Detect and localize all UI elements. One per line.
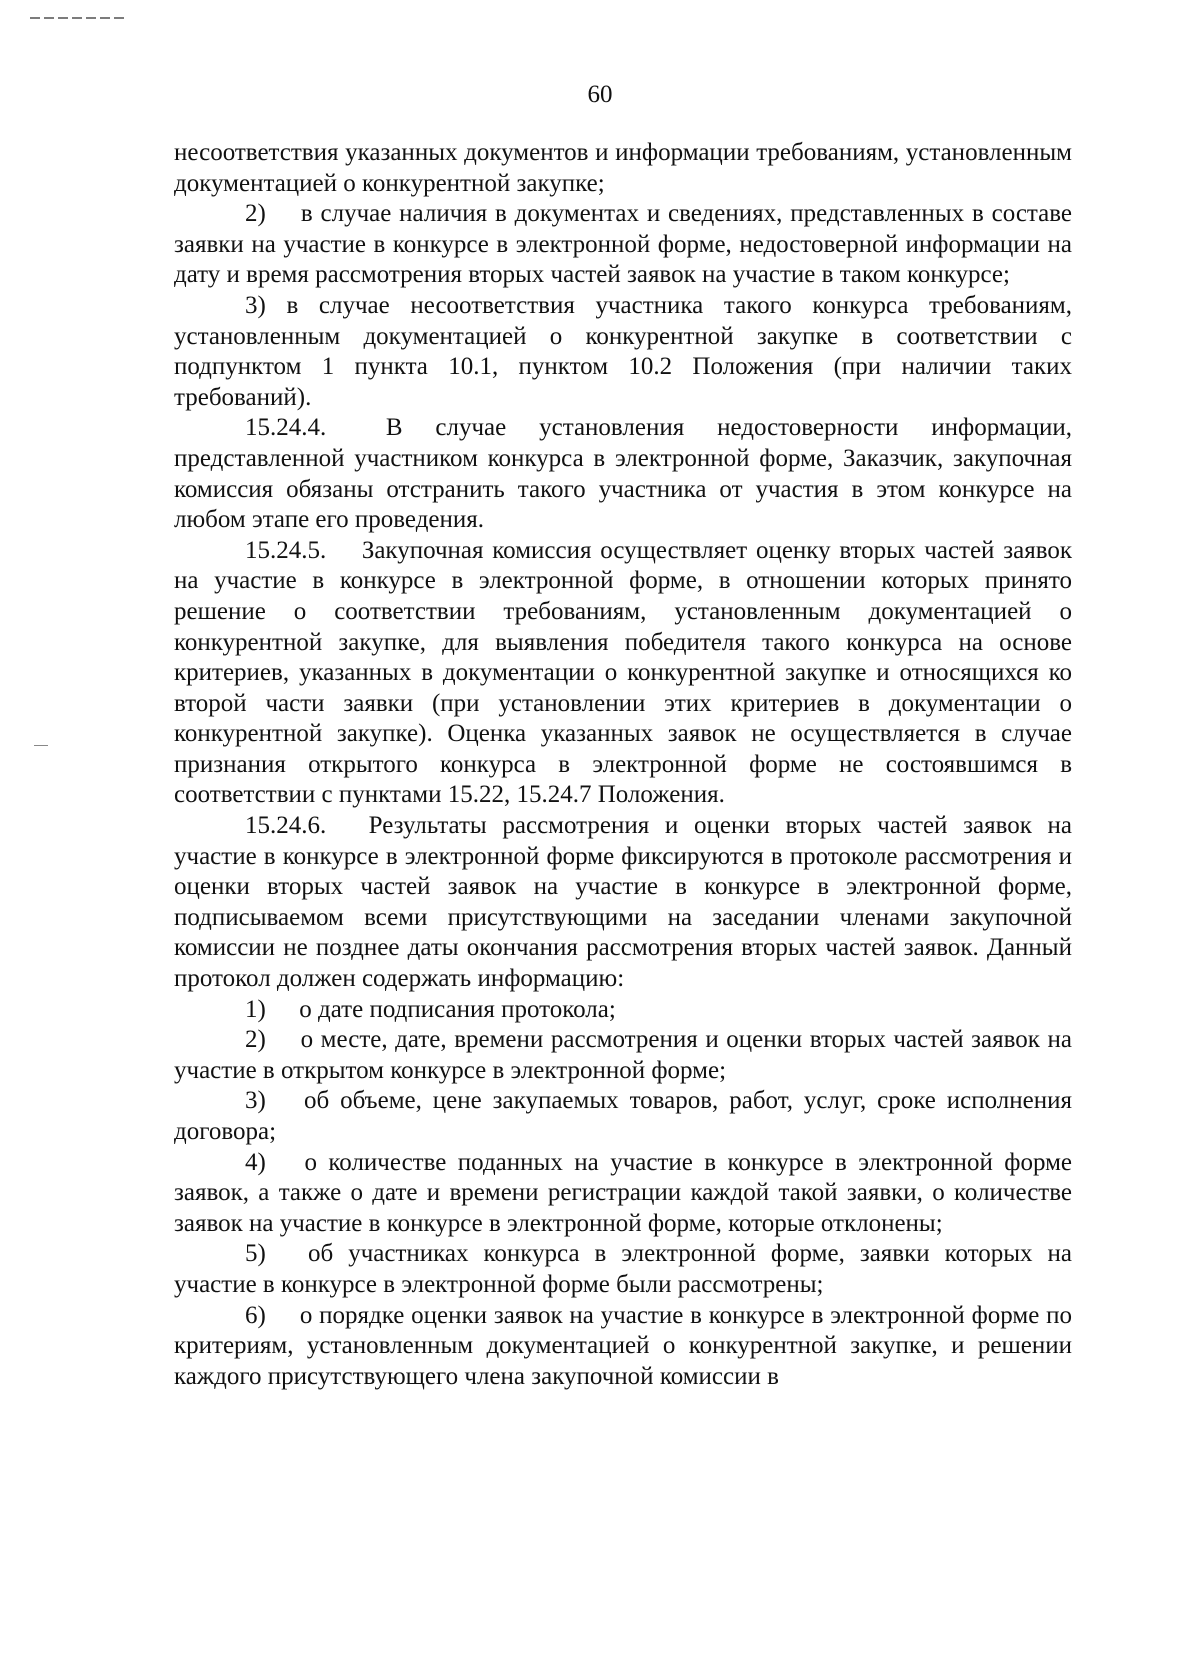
item-number: 6) [245,1301,266,1329]
scan-artifact [30,17,125,19]
paragraph-text: 3) в случае несоответствия участника такого конкурса требованиям, установленным документацией о конкурентной закупке в соответствии с подпунктом 1 пункта 10.1, пунктом 10.2 Положения (при наличии таких требований). [174,291,1072,411]
item-number: 5) [245,1240,266,1268]
clause-number: 15.24.6. [245,812,327,840]
item-number: 3) [245,1087,266,1115]
list-item [174,199,1072,291]
item-number: 4) [245,1148,266,1176]
paragraph-text: о порядке оценки заявок на участие в конкурсе в электронной форме по критериям, установленным документацией о конкурентной закупке, и решении каждого присутствующего члена закупочной комиссии в [174,1301,1072,1390]
list-item [174,1301,1072,1393]
list-item [174,995,1072,1026]
paragraph-text: о дате подписания протокола; [299,995,616,1023]
paragraph [174,138,1072,199]
clause-paragraph [174,811,1072,995]
paragraph-text: несоответствия указанных документов и информации требованиям, установленным документацией о конкурентной закупке; [174,139,1072,197]
item-number: 2) [245,200,266,228]
clause-number: 15.24.5. [245,536,327,564]
list-item [174,291,1072,413]
item-number: 1) [245,995,266,1023]
paragraph-text: В случае установления недостоверности информации, представленной участником конкурса в электронной форме, Заказчик, закупочная комиссия обязаны отстранить такого участника от участия в этом конкурсе на любом этапе его проведения. [174,414,1073,534]
paragraph-text: о количестве поданных на участие в конкурсе в электронной форме заявок, а также о дате и времени регистрации каждой такой заявки, о количестве заявок на участие в конкурсе в электронной форме, которые отклонены; [174,1148,1072,1237]
page-number: 60 [587,81,613,108]
list-item [174,1239,1072,1300]
paragraph-text: об участниках конкурса в электронной форме, заявки которых на участие в конкурсе в электронной форме были рассмотрены; [174,1240,1073,1298]
paragraph-text: в случае наличия в документах и сведениях, представленных в составе заявки на участие в конкурсе в электронной форме, недостоверной информации на дату и время рассмотрения вторых частей заявок на участие в таком конкурсе; [174,200,1072,289]
paragraph-text: Закупочная комиссия осуществляет оценку вторых частей заявок на участие в конкурсе в электронной форме, в отношении которых принято решение о соответствии требованиям, установленным документацией о конкурентной закупке, для выявления победителя такого конкурса на основе критериев, указанных в документации о конкурентной закупке и относящихся ко второй части заявки (при установлении этих критериев в документации о конкурентной закупке). Оценка указанных заявок не осуществляется в случае признания открытого конкурса в электронной форме не состоявшимся в соответствии с пунктами 15.22, 15.24.7 Положения. [174,536,1072,809]
list-item [174,1086,1072,1147]
clause-number: 15.24.4. [245,414,327,442]
list-item [174,1025,1072,1086]
paragraph-text: Результаты рассмотрения и оценки вторых частей заявок на участие в конкурсе в электронной форме фиксируются в протоколе рассмотрения и оценки вторых частей заявок на участие в конкурсе в электронной форме, подписываемом всеми присутствующими на заседании членами закупочной комиссии не позднее даты окончания рассмотрения вторых частей заявок. Данный протокол должен содержать информацию: [174,812,1073,993]
scan-artifact [34,745,48,746]
item-number: 2) [245,1026,266,1054]
clause-paragraph [174,413,1072,535]
paragraph-text: об объеме, цене закупаемых товаров, работ, услуг, сроке исполнения договора; [174,1087,1072,1145]
paragraph-text: о месте, дате, времени рассмотрения и оценки вторых частей заявок на участие в открытом конкурсе в электронной форме; [174,1026,1072,1084]
clause-paragraph [174,536,1072,811]
document-body [174,138,1072,1392]
list-item [174,1148,1072,1240]
